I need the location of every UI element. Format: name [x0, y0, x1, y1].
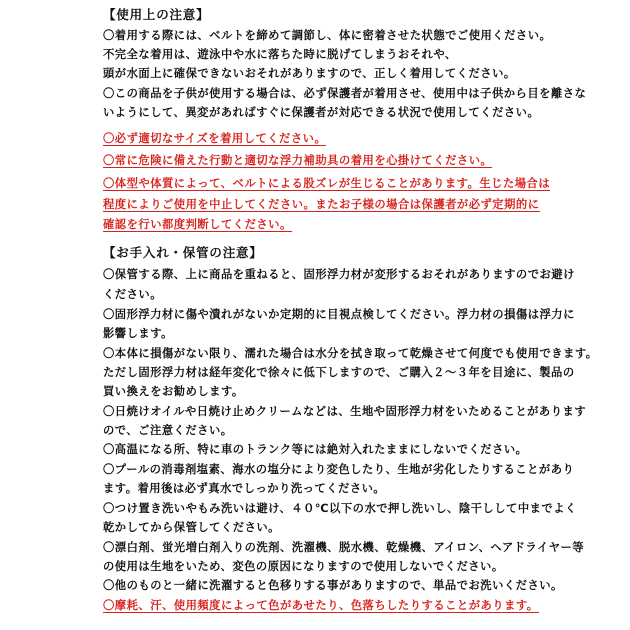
warning-line — [103, 196, 623, 216]
care-line: の使用は生地をいため、変色の原因になりますので使用しないでください。 — [103, 560, 504, 573]
warning-line — [103, 175, 623, 195]
usage-heading: 【使用上の注意】 — [103, 7, 210, 22]
care-line: 〇他のものと一緒に洗濯すると色移りする事がありますので、単品でお洗いください。 — [103, 579, 563, 592]
care-line: 〇固形浮力材に傷や潰れがないか定期的に目視点検してください。浮力材の損傷は浮力に — [103, 308, 575, 321]
usage-line: 不完全な着用は、遊泳中や水に落ちた時に脱げてしまうおそれや、 — [103, 48, 457, 61]
care-line: ください。 — [103, 288, 162, 301]
care-line: 乾かしてから保管してください。 — [103, 521, 280, 534]
usage-line: 〇着用する際には、ベルトを締めて調節し、体に密着させた状態でご使用ください。 — [103, 29, 552, 42]
warning-text: 〇常に危険に備えた行動と適切な浮力補助具の着用を心掛けてください。 — [103, 154, 493, 167]
care-line: 〇つけ置き洗いやもみ洗いは避け、４０℃以下の水で押し洗いし、陰干しして中までよく — [103, 502, 577, 515]
usage-line: 頭が水面上に確保できないおそれがありますので、正しく着用してください。 — [103, 67, 516, 80]
warning-line — [103, 216, 623, 236]
warning-line — [103, 130, 623, 150]
care-line: 〇保管する際、上に商品を重ねると、固形浮力材が変形するおそれがありますのでお避け — [103, 268, 575, 281]
care-line: 〇日焼けオイルや日焼け止めクリームなどは、生地や固形浮力材をいためることがあります — [103, 405, 587, 418]
care-line: ので、ご注意ください。 — [103, 424, 233, 437]
care-warning-line — [103, 597, 623, 617]
warning-line — [103, 152, 623, 172]
care-line: 買い換えをお勧めします。 — [103, 385, 244, 398]
care-warning-text: 〇摩耗、汗、使用頻度によって色があせたり、色落ちしたりすることがあります。 — [103, 599, 539, 612]
warning-text: 程度によりご使用を中止してください。またお子様の場合は保護者が必ず定期的に — [103, 198, 540, 211]
care-line: 〇高温になる所、特に車のトランク等には絶対入れたままにしないでください。 — [103, 443, 528, 456]
care-line: 〇本体に損傷がない限り、濡れた場合は水分を拭き取って乾燥させて何度でも使用できます。 — [103, 347, 598, 360]
warning-text: 確認を行い都度判断してください。 — [103, 218, 292, 231]
care-line: 〇プールの消毒剤塩素、海水の塩分により変色したり、生地が劣化したりすることがあり — [103, 463, 575, 476]
warning-text: 〇必ず適切なサイズを着用してください。 — [103, 132, 327, 145]
care-line: ます。着用後は必ず真水でしっかり洗ってください。 — [103, 482, 386, 495]
usage-line: いようにして、異変があればすぐに保護者が対応できる状況で使用してください。 — [103, 106, 540, 119]
usage-line: 〇この商品を子供が使用する場合は、必ず保護者が着用させ、使用中は子供から目を離さな — [103, 87, 587, 100]
care-heading: 【お手入れ・保管の注意】 — [103, 245, 263, 260]
care-line: 〇漂白剤、蛍光増白剤入りの洗剤、洗濯機、脱水機、乾燥機、アイロン、ヘアドライヤー等 — [103, 541, 585, 554]
care-line: ただし固形浮力材は経年変化で徐々に低下しますので、ご購入２～３年を目途に、製品の — [103, 366, 575, 379]
warning-text: 〇体型や体質によって、ベルトによる股ズレが生じることがあります。生じた場合は — [103, 177, 551, 190]
care-line: 影響します。 — [103, 327, 173, 340]
